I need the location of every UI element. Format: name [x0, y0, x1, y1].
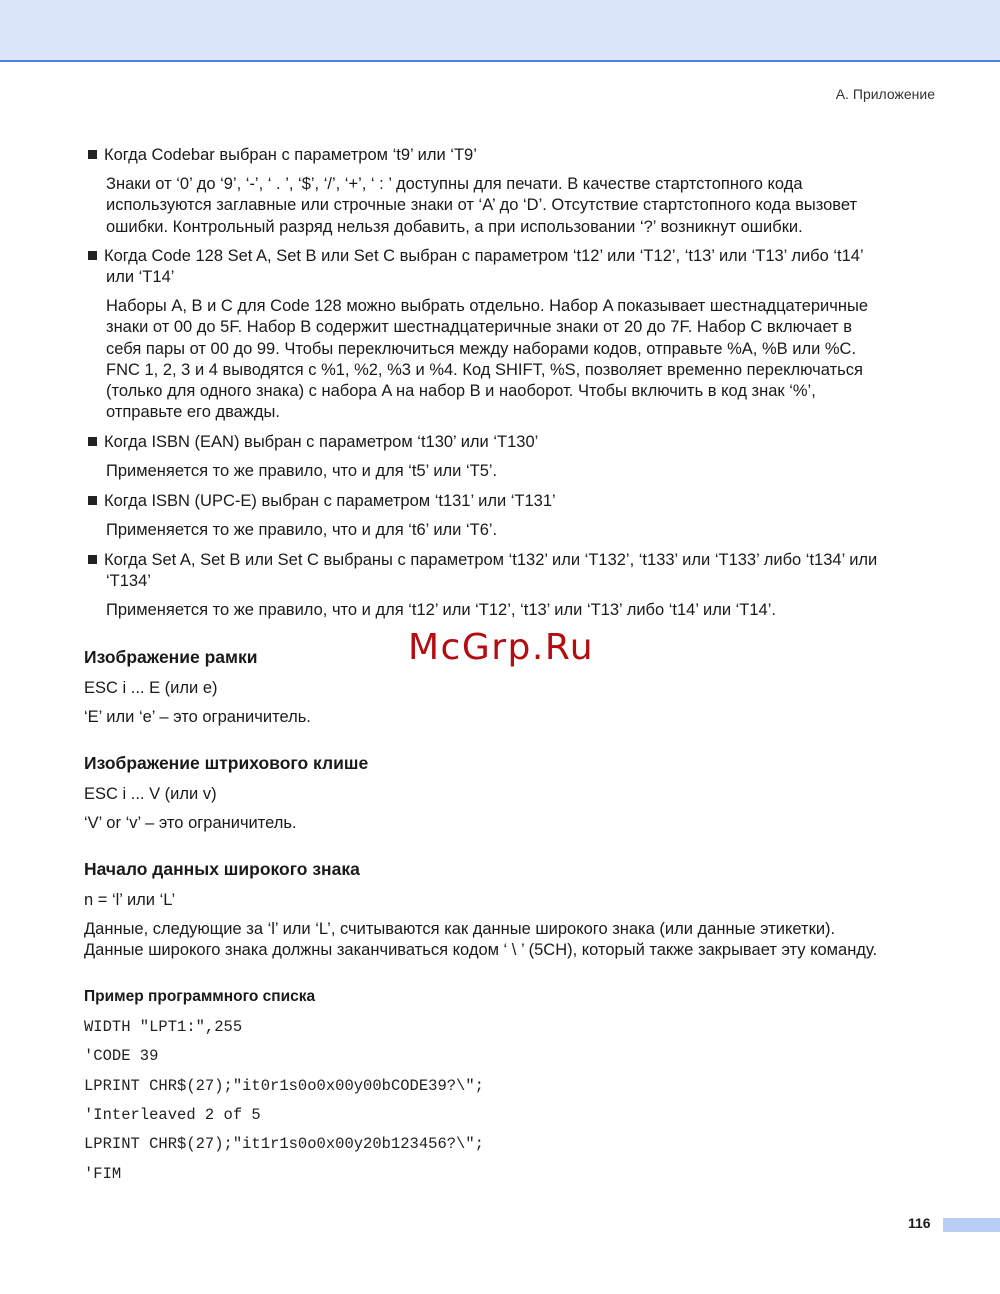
square-bullet-icon [88, 150, 97, 159]
square-bullet-icon [88, 496, 97, 505]
top-header-band [0, 0, 1000, 62]
page-tab-marker [943, 1218, 1000, 1232]
bullet-item [88, 432, 948, 453]
body-line: Наборы A, B и C для Code 128 можно выбрать отдельно. Набор A показывает шестнадцатеричные [106, 297, 869, 315]
page-number: 116 [908, 1215, 931, 1231]
bullet-body [106, 174, 946, 238]
bullet-body [106, 296, 946, 424]
code-line: 'CODE 39 [84, 1047, 159, 1065]
description-line: ‘E’ или ‘e’ – это ограничитель. [84, 708, 311, 726]
section-heading: Изображение штрихового клише [84, 753, 369, 773]
body-line: Применяется то же правило, что и для ‘t12’ или ‘T12’, ‘t13’ или ‘T13’ либо ‘t14’ или ‘T14’. [106, 601, 776, 619]
bullet-title: Когда Code 128 Set A, Set B или Set C выбран с параметром ‘t12’ или ‘T12’, ‘t13’ или ‘T13’ либо ‘t14’ [104, 247, 864, 265]
bullet-title: Когда Codebar выбран с параметром ‘t9’ или ‘T9’ [104, 146, 477, 164]
body-line: отправьте его дважды. [106, 403, 280, 422]
square-bullet-icon [88, 251, 97, 260]
bullet-title: Когда Set A, Set B или Set C выбраны с параметром ‘t132’ или ‘T132’, ‘t133’ или ‘T133’ либо ‘t134’ или [104, 551, 878, 569]
code-line: WIDTH "LPT1:",255 [84, 1018, 243, 1036]
description-line: Данные, следующие за ‘l’ или ‘L’, считываются как данные широкого знака (или данные этикетки). [84, 920, 836, 938]
bullet-title-continued: или ‘T14’ [106, 268, 175, 286]
bullet-body [106, 520, 946, 541]
code-line: LPRINT CHR$(27);"it0r1s0o0x00y00bCODE39?\"; [84, 1077, 484, 1095]
command-line: ESC i ... V (или v) [84, 785, 217, 803]
body-line: Применяется то же правило, что и для ‘t5’ или ‘T5’. [106, 462, 498, 480]
code-line: 'Interleaved 2 of 5 [84, 1106, 261, 1124]
bullet-body [106, 600, 946, 621]
section-label: A. Приложение [835, 86, 935, 102]
watermark-logo: McGrp.Ru [408, 627, 595, 668]
bullet-title-continued: ‘T134’ [106, 572, 151, 590]
command-line: n = ‘l’ или ‘L’ [84, 891, 176, 909]
bullet-item [88, 145, 948, 166]
body-line: FNC 1, 2, 3 и 4 выводятся с %1, %2, %3 и %4. Код SHIFT, %S, позволяет временно переключаться [106, 360, 863, 379]
description-line: Данные широкого знака должны заканчиваться кодом ‘ \ ’ (5CH), который также закрывает эту команду. [84, 941, 878, 959]
square-bullet-icon [88, 555, 97, 564]
command-line: ESC i ... E (или e) [84, 679, 218, 697]
bullet-item [88, 246, 948, 267]
code-line: LPRINT CHR$(27);"it1r1s0o0x00y20b123456?\"; [84, 1135, 484, 1153]
body-line: (только для одного знака) с набора A на набор B и наоборот. Чтобы включить в код знак ‘%’, [106, 382, 816, 401]
bullet-item [88, 550, 948, 571]
body-line: используются заглавные или строчные знаки от ‘A’ до ‘D’. Отсутствие стартстопного кода вызовет [106, 196, 858, 215]
bullet-item [88, 491, 948, 512]
bullet-body [106, 461, 946, 482]
body-line: Знаки от ‘0’ до ‘9’, ‘-’, ‘ . ’, ‘$’, ‘/’, ‘+’, ‘ : ’ доступны для печати. В качестве стартстопного кода [106, 175, 803, 193]
square-bullet-icon [88, 437, 97, 446]
body-line: Применяется то же правило, что и для ‘t6’ или ‘T6’. [106, 521, 498, 539]
code-line: 'FIM [84, 1165, 122, 1183]
bullet-title: Когда ISBN (EAN) выбран с параметром ‘t130’ или ‘T130’ [104, 433, 539, 451]
section-heading: Изображение рамки [84, 647, 258, 667]
body-line: себя пары от 00 до 99. Чтобы переключиться между наборами кодов, отправьте %A, %B или %C. [106, 339, 857, 358]
body-line: знаки от 00 до 5F. Набор B содержит шестнадцатеричные знаки от 20 до 7F. Набор C включает в [106, 318, 852, 337]
bullet-title: Когда ISBN (UPC-E) выбран с параметром ‘t131’ или ‘T131’ [104, 492, 556, 510]
example-heading: Пример программного списка [84, 988, 316, 1005]
body-line: ошибки. Контрольный разряд нельзя добавить, а при использовании ‘?’ возникнут ошибки. [106, 217, 803, 236]
section-heading: Начало данных широкого знака [84, 859, 360, 879]
description-line: ‘V’ or ‘v’ – это ограничитель. [84, 814, 297, 832]
